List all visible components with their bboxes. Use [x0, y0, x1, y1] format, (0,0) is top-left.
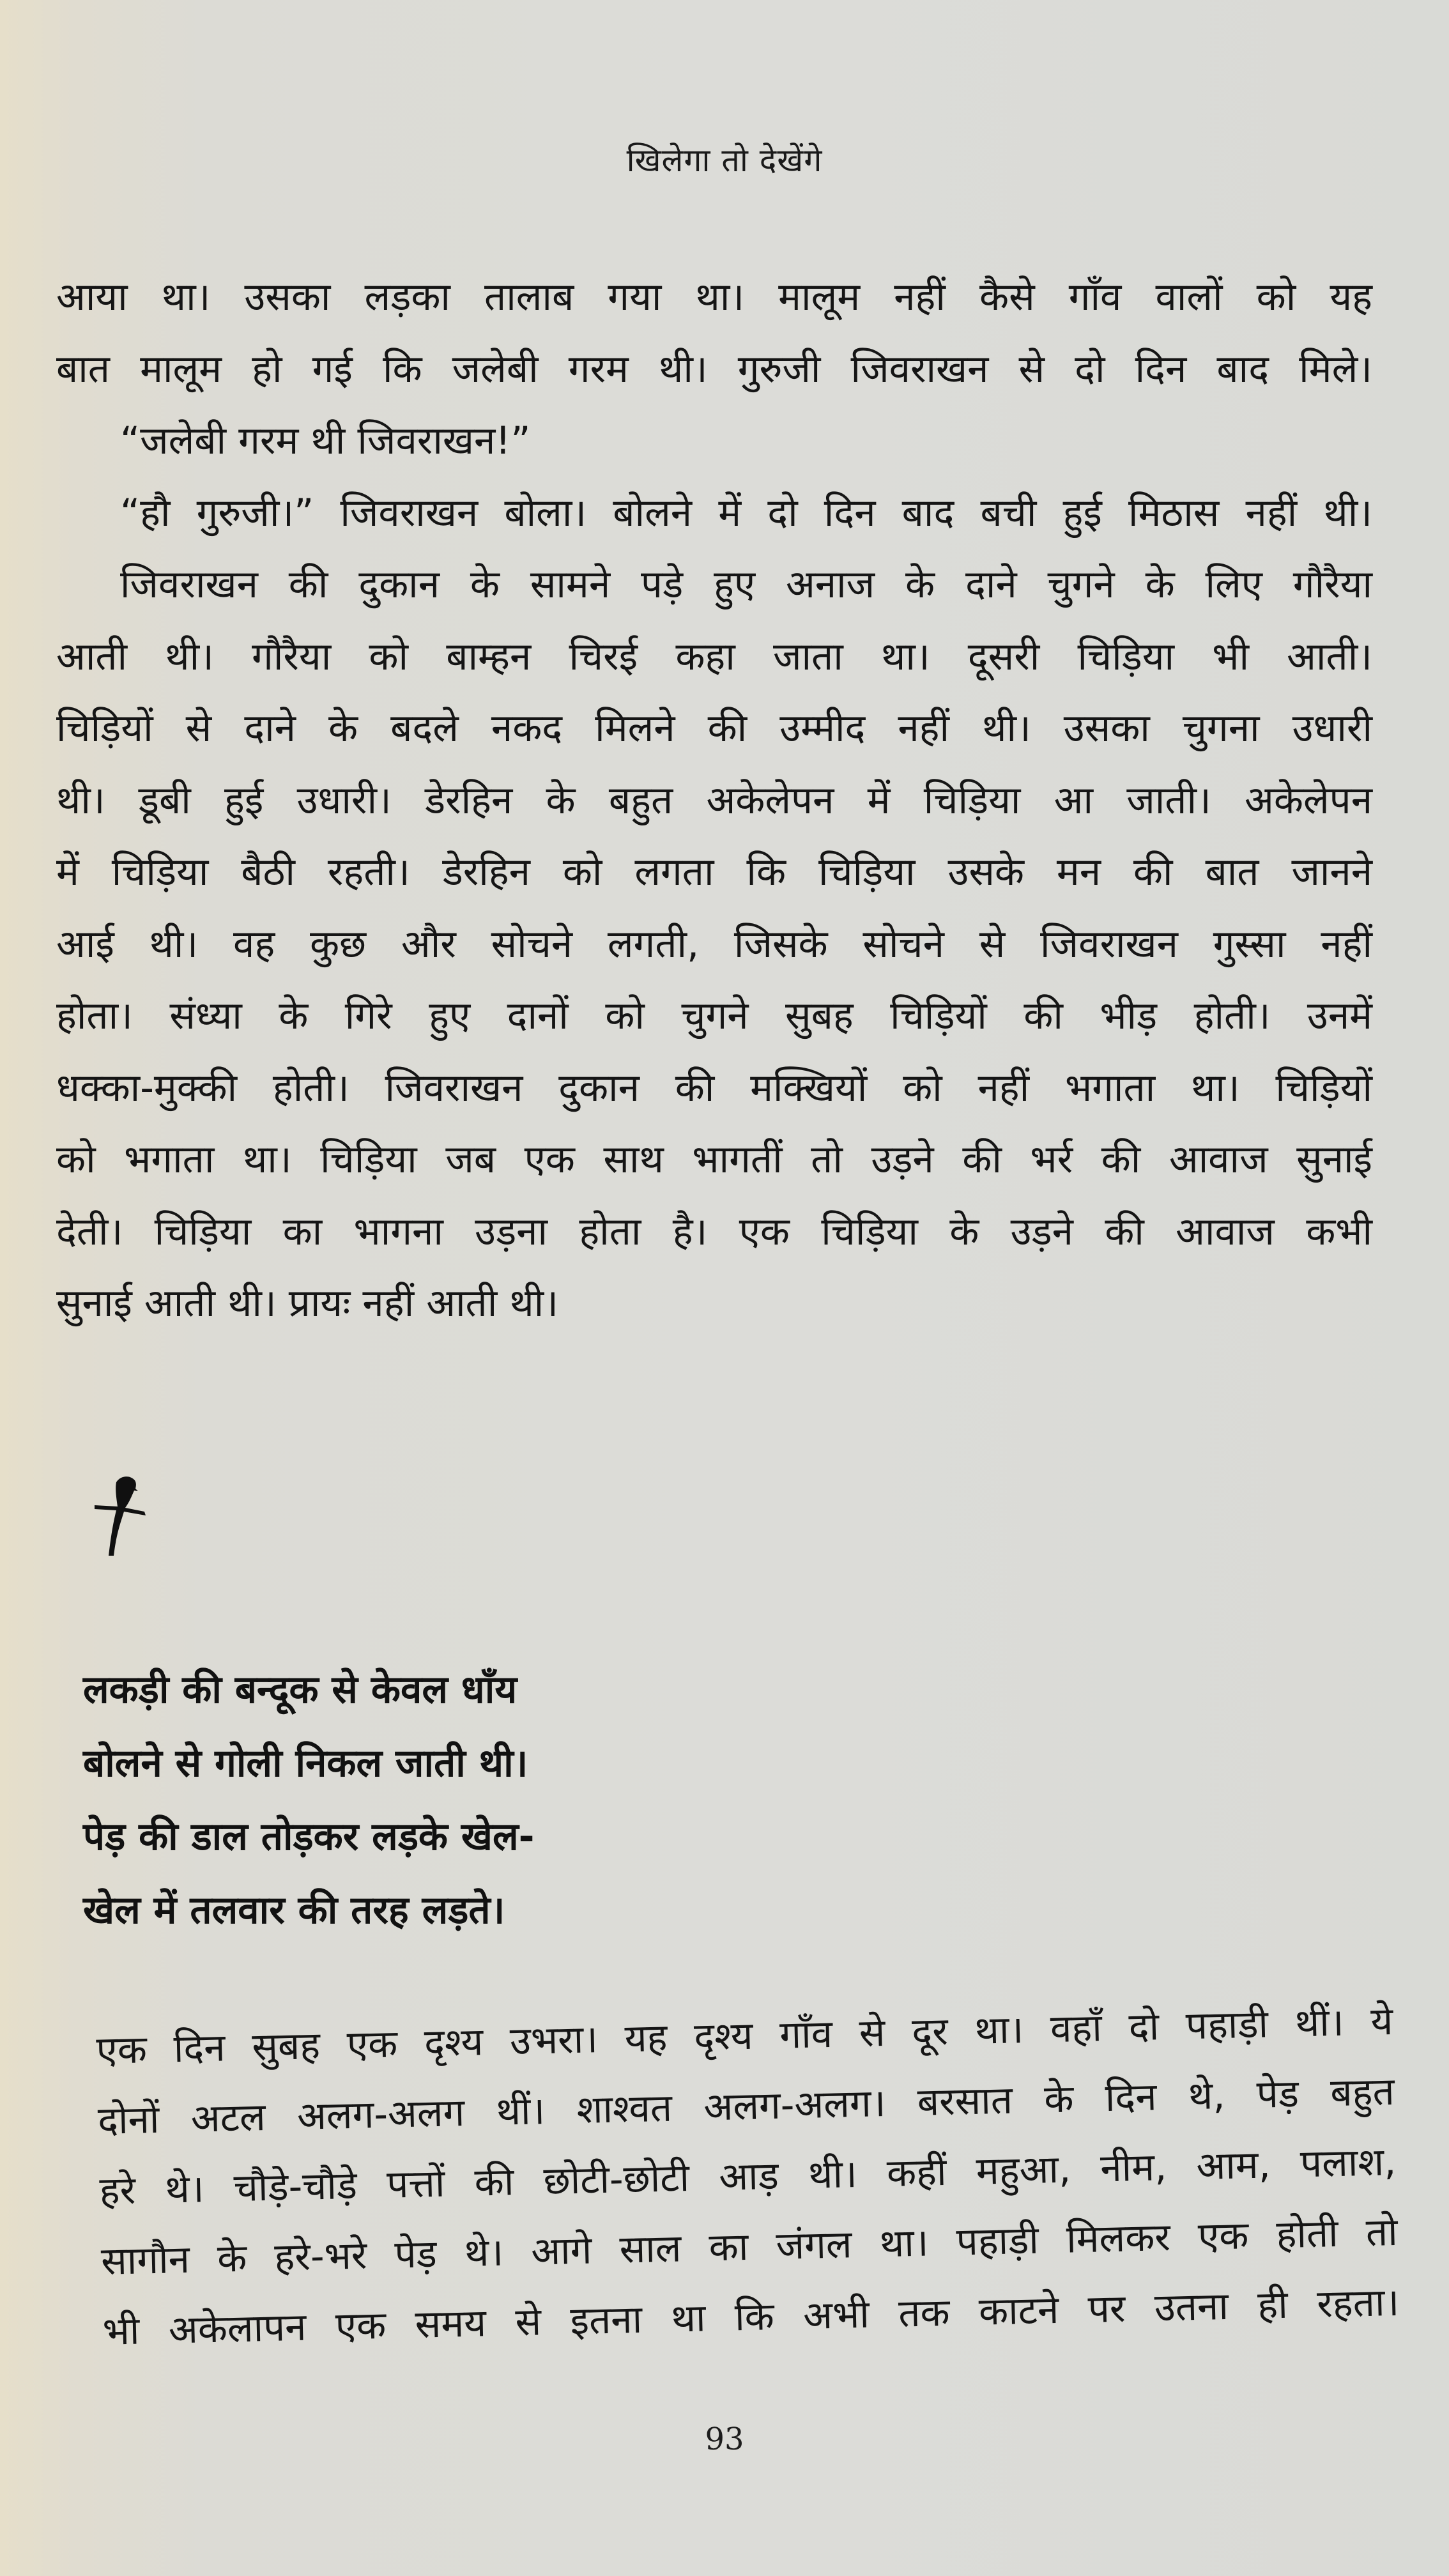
bird-ornament-icon — [83, 1469, 160, 1565]
text-line: थी। डूबी हुई उधारी। डेरहिन के बहुत अकेलेपन में चिड़िया आ जाती। अकेलेपन — [56, 778, 1372, 823]
text-line: बात मालूम हो गई कि जलेबी गरम थी। गुरुजी जिवराखन से दो दिन बाद मिले। — [56, 347, 1372, 392]
page-number: 93 — [705, 2421, 744, 2457]
text-line: दोनों अटल अलग-अलग थीं। शाश्वत अलग-अलग। बरसात के दिन थे, पेड़ बहुत — [97, 2069, 1395, 2143]
text-line: सागौन के हरे-भरे पेड़ थे। आगे साल का जंगल था। पहाड़ी मिलकर एक होती तो — [100, 2209, 1399, 2284]
verse-line: पेड़ की डाल तोड़कर लड़के खेल- — [83, 1814, 535, 1859]
text-line: धक्का-मुक्की होती। जिवराखन दुकान की मक्खियों को नहीं भगाता था। चिड़ियों — [56, 1066, 1372, 1110]
text-line: आया था। उसका लड़का तालाब गया था। मालूम नहीं कैसे गाँव वालों को यह — [56, 275, 1372, 319]
paragraph-start: जिवराखन की दुकान के सामने पड़े हुए अनाज के दाने चुगने के लिए गौरैया — [120, 562, 1372, 607]
text-line: आई थी। वह कुछ और सोचने लगती, जिसके सोचने से जिवराखन गुस्सा नहीं — [56, 922, 1372, 967]
dialogue-line: “जलेबी गरम थी जिवराखन!” — [120, 418, 531, 463]
verse-line: लकड़ी की बन्दूक से केवल धाँय — [83, 1667, 518, 1712]
text-line: भी अकेलापन एक समय से इतना था कि अभी तक काटने पर उतना ही रहता। — [102, 2280, 1400, 2354]
text-line-last: सुनाई आती थी। प्रायः नहीं आती थी। — [56, 1281, 558, 1326]
text-line: होता। संध्या के गिरे हुए दानों को चुगने सुबह चिड़ियों की भीड़ होती। उनमें — [56, 993, 1372, 1038]
text-line: में चिड़िया बैठी रहती। डेरहिन को लगता कि चिड़िया उसके मन की बात जानने — [56, 850, 1372, 894]
text-line: देती। चिड़िया का भागना उड़ना होता है। एक चिड़िया के उड़ने की आवाज कभी — [56, 1209, 1372, 1254]
prose-section-2 — [95, 1998, 1400, 2354]
text-line: एक दिन सुबह एक दृश्य उभरा। यह दृश्य गाँव से दूर था। वहाँ दो पहाड़ी थीं। ये — [95, 1998, 1393, 2073]
text-line: को भगाता था। चिड़िया जब एक साथ भागतीं तो उड़ने की भर्र की आवाज सुनाई — [56, 1137, 1372, 1182]
text-line: हरे थे। चौड़े-चौड़े पत्तों की छोटी-छोटी आड़ थी। कहीं महुआ, नीम, आम, पलाश, — [98, 2139, 1397, 2214]
dialogue-line: “हौ गुरुजी।” जिवराखन बोला। बोलने में दो दिन बाद बची हुई मिठास नहीं थी। — [120, 491, 1372, 535]
verse-line: खेल में तलवार की तरह लड़ते। — [83, 1888, 505, 1933]
text-line: आती थी। गौरैया को बाम्हन चिरई कहा जाता था। दूसरी चिड़िया भी आती। — [56, 634, 1372, 679]
verse-line: बोलने से गोली निकल जाती थी। — [83, 1741, 528, 1786]
running-head: खिलेगा तो देखेंगे — [626, 142, 823, 179]
text-line: चिड़ियों से दाने के बदले नकद मिलने की उम्मीद नहीं थी। उसका चुगना उधारी — [56, 706, 1372, 751]
